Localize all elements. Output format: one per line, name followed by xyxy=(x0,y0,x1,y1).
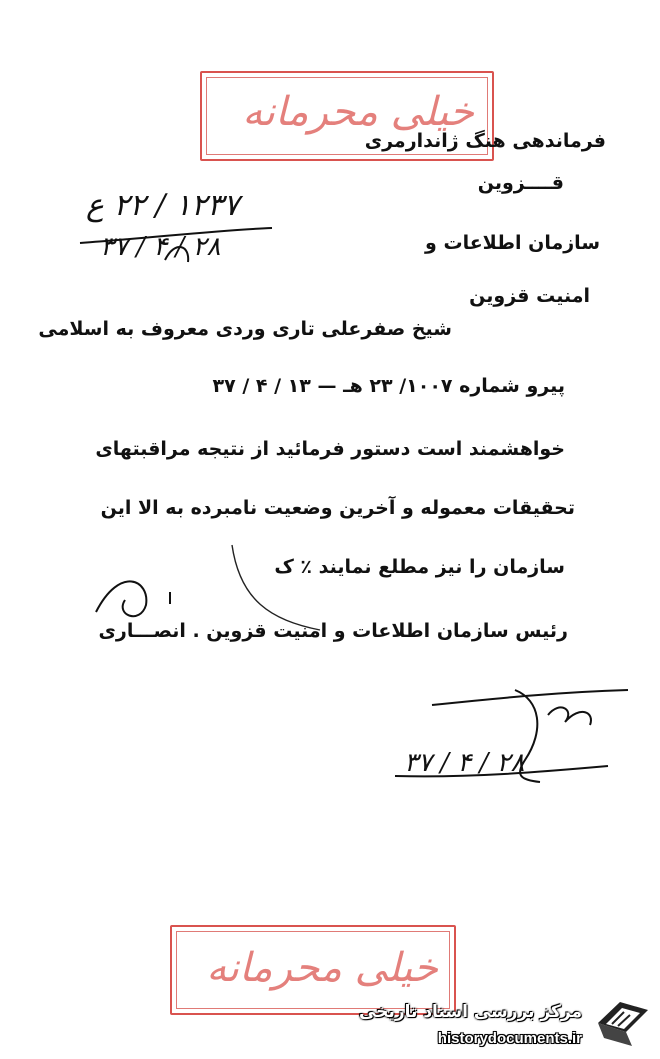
recipient-line-1: فرماندهی هنگ ژاندارمری xyxy=(364,130,606,152)
ref-hook xyxy=(165,247,188,262)
signature-title: رئیس سازمان اطلاعات و امنیت قزوین . انصـــاری xyxy=(98,620,568,642)
recipient-line-4: امنیت قزوین xyxy=(469,285,590,307)
body-paragraph-3: سازمان را نیز مطلع نمایند ٪ ک xyxy=(274,556,565,578)
signature-line xyxy=(432,690,628,705)
handwritten-ref-date: ۲۸ / ۴ / ۳۷ xyxy=(100,232,221,262)
initials-scribble xyxy=(96,581,146,616)
body-paragraph-1: خواهشمند است دستور فرمائید از نتیجه مراقبتهای xyxy=(95,438,565,460)
signature-handwritten-date: ۲۸ / ۴ / ۳۷ xyxy=(404,748,525,778)
subject-line: شیخ صفرعلی تاری وردی معروف به اسلامی xyxy=(38,318,452,340)
signature-stroke-2 xyxy=(548,707,591,725)
paraph-curve xyxy=(232,545,320,630)
recipient-line-2: قــــزوین xyxy=(477,172,564,194)
ref-underline xyxy=(80,228,272,243)
signature-date-underline xyxy=(395,766,608,776)
footer-org-name: مرکز بررسی اسناد تاریخی xyxy=(359,1002,582,1022)
stamp-bottom-text: خیلی محرمانه xyxy=(206,945,438,991)
book-logo-icon xyxy=(592,996,652,1050)
handwritten-ref-number: ۱۲۳۷ / ۲۲ ع xyxy=(86,188,240,223)
body-paragraph-2: تحقیقات معموله و آخرین وضعیت نامبرده به الا این xyxy=(100,497,575,519)
recipient-line-3: سازمان اطلاعات و xyxy=(425,232,600,254)
reference-line: پیرو شماره ۱۰۰۷/ ۲۳ هـ — ۱۳ / ۴ / ۳۷ xyxy=(212,375,565,397)
stamp-top-text: خیلی محرمانه xyxy=(242,89,474,135)
signature-stroke-1 xyxy=(515,690,540,782)
footer-website[interactable]: historydocuments.ir xyxy=(437,1030,582,1047)
